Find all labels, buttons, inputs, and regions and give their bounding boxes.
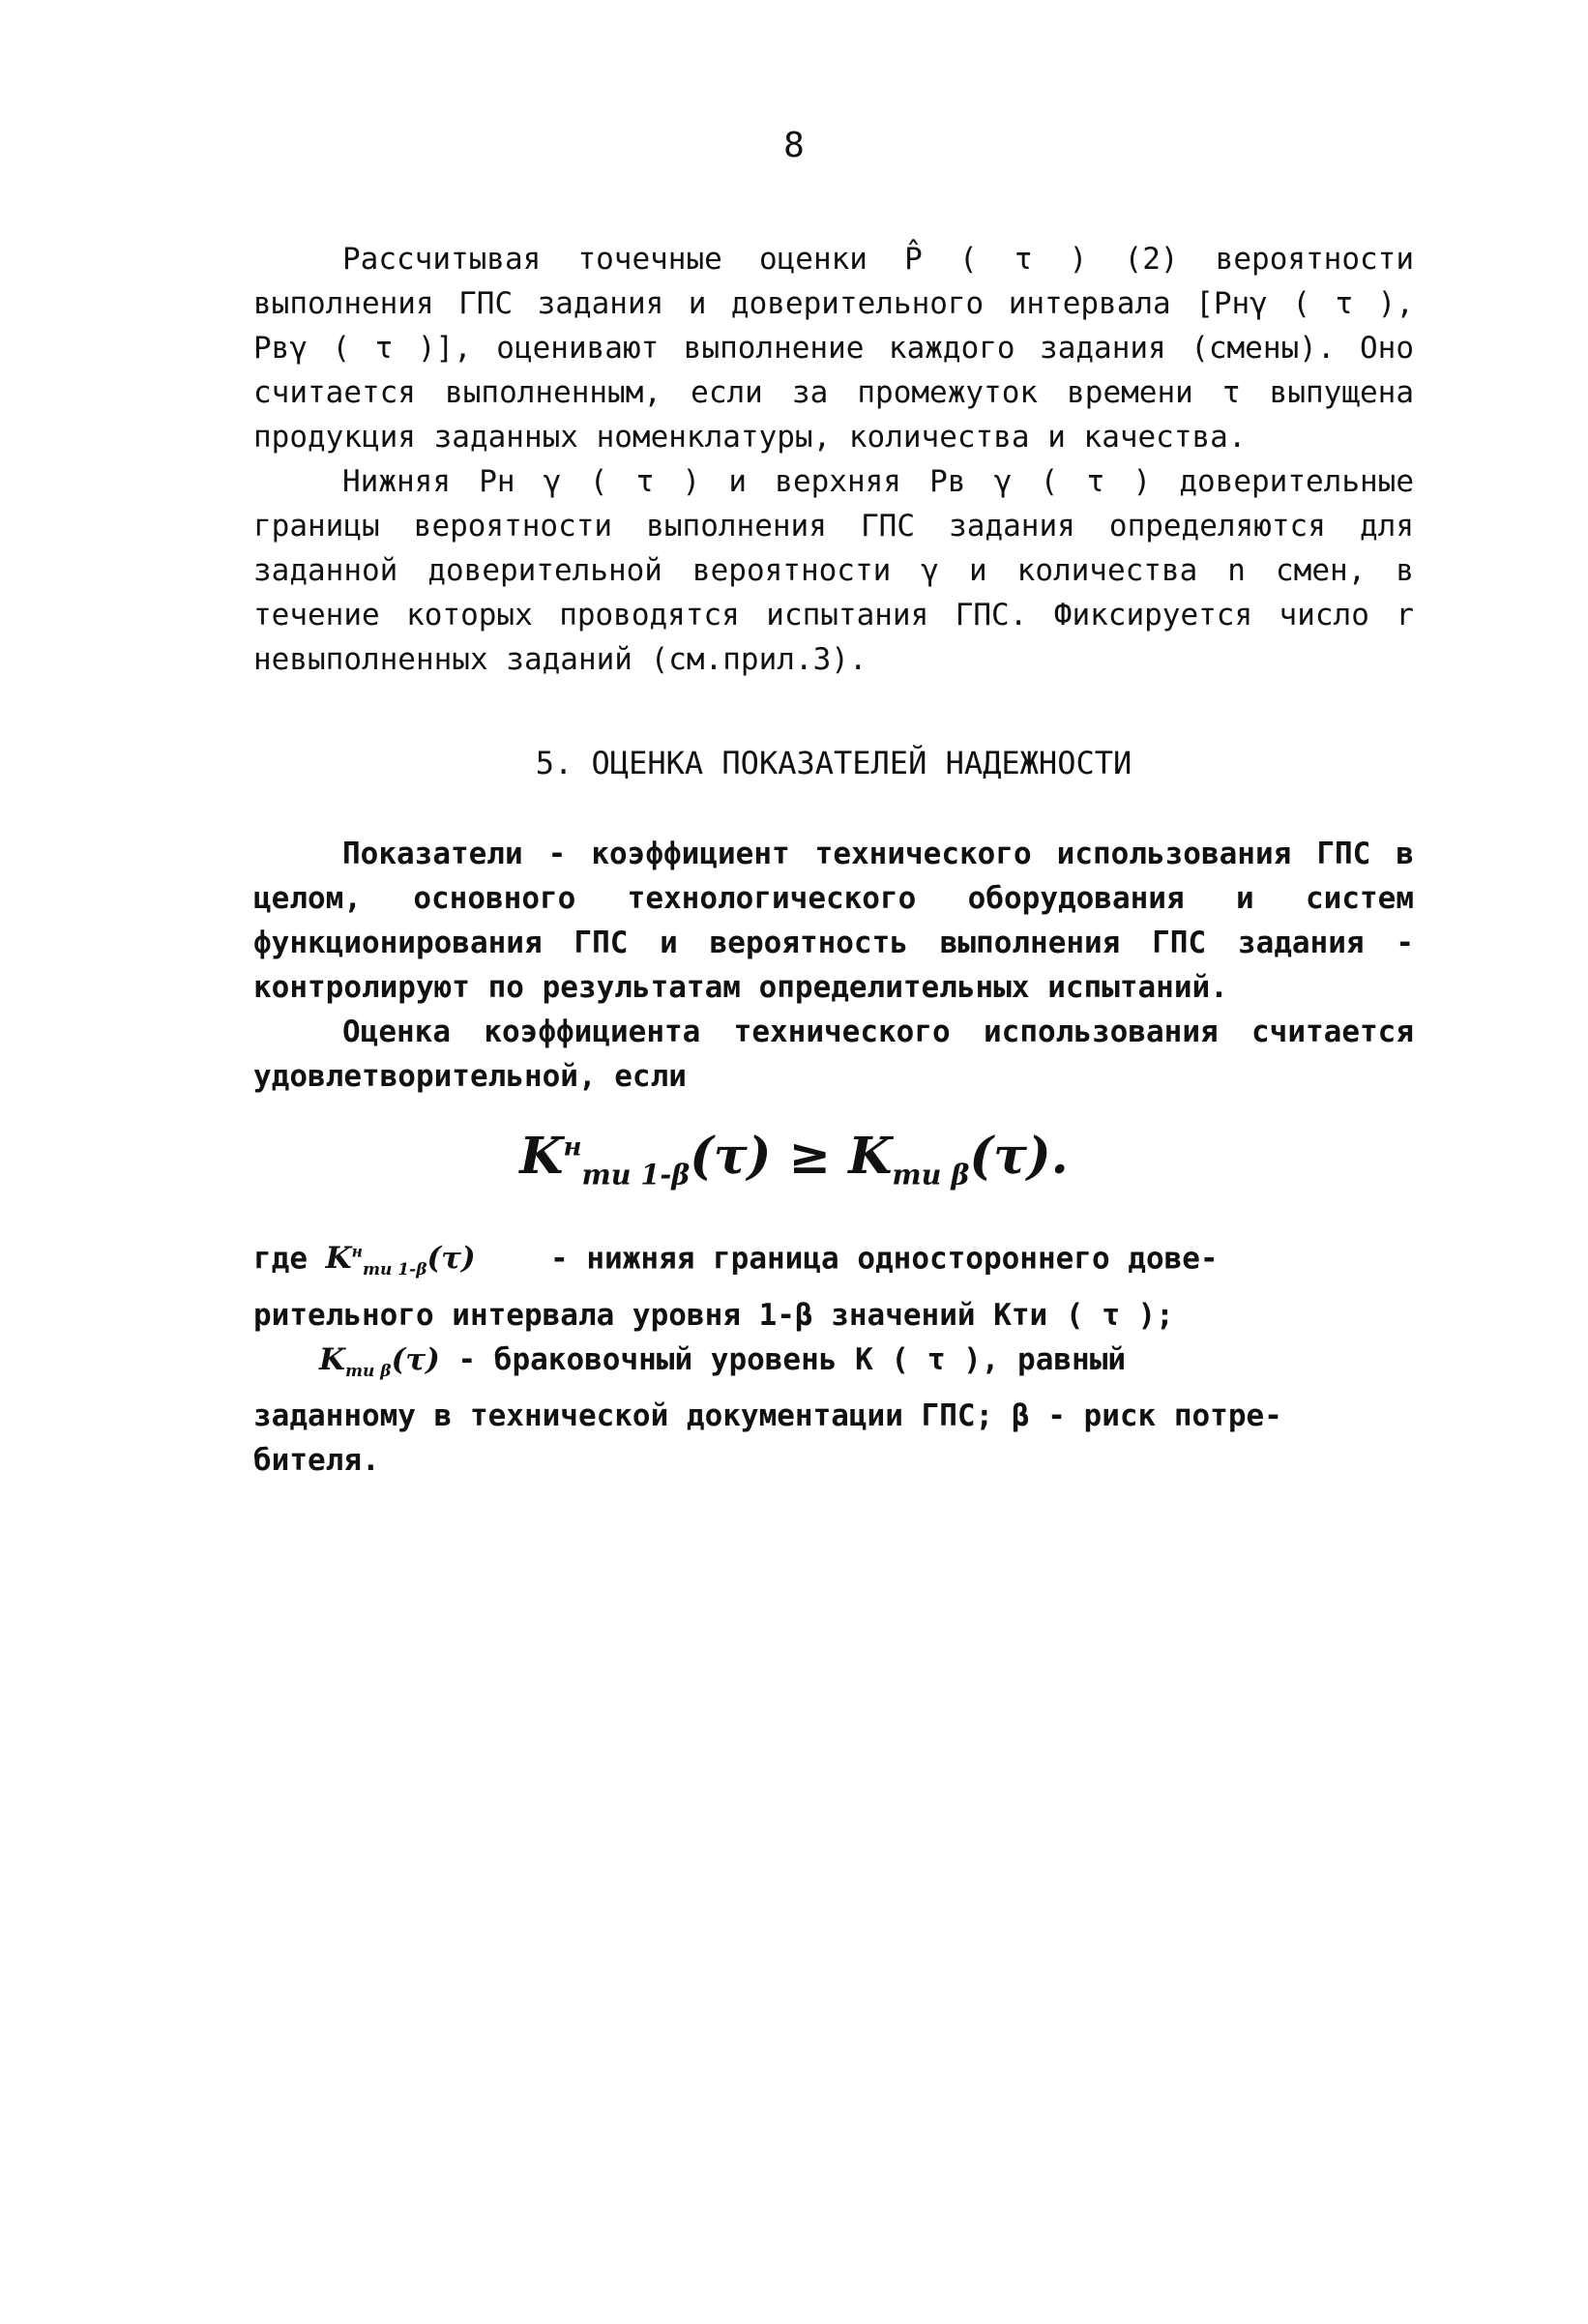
section-5-heading: 5. ОЦЕНКА ПОКАЗАТЕЛЕЙ НАДЕЖНОСТИ xyxy=(535,745,1132,781)
where-label: где xyxy=(253,1241,308,1277)
section-5-text xyxy=(253,832,1414,1099)
formula-definitions xyxy=(253,1230,1414,1483)
paragraph-point-estimates: Рассчитывая точечные оценки P̂ ( τ ) (2) вероятности выполнения ГПС задания и доверительного интервала [Pнγ ( τ ), Pвγ ( τ )], оценивают выполнение каждого задания (смены). Оно считается выполненным, если за промежуток времени τ выпущена продукция заданных номенклатуры, количества и качества. xyxy=(253,242,1414,455)
def1-symbol-sup: н xyxy=(351,1243,363,1261)
inequality-formula xyxy=(0,1127,1588,1191)
formula-rhs-arg: (τ). xyxy=(969,1127,1069,1186)
def2-symbol-base: K xyxy=(319,1341,345,1377)
def1-symbol-base: K xyxy=(325,1241,352,1277)
definition-1-line-2: рительного интервала уровня 1-β значений Кти ( τ ); xyxy=(253,1297,1174,1333)
formula-rhs-sub: ти β xyxy=(892,1158,970,1191)
def2-symbol-arg: (τ) xyxy=(391,1341,440,1377)
def1-symbol xyxy=(325,1241,476,1280)
formula-lhs-base: K xyxy=(519,1127,564,1186)
formula-lhs-sup: н xyxy=(563,1133,582,1162)
def1-symbol-arg: (τ) xyxy=(426,1241,476,1277)
definition-1-line-1 xyxy=(253,1230,1414,1293)
def2-symbol xyxy=(319,1341,440,1381)
def2-symbol-sub: ти β xyxy=(344,1361,392,1381)
paragraph-confidence-bounds: Нижняя Pн γ ( τ ) и верхняя Pв γ ( τ ) доверительные границы вероятности выполнения ГПС задания определяются для заданной доверительной вероятности γ и количества n смен, в течение которых проводятся испытания ГПС. Фиксируется число r невыполненных заданий (см.прил.3). xyxy=(253,464,1414,677)
paragraph-indicators: Показатели - коэффициент технического использования ГПС в целом, основного технологического оборудования и систем функционирования ГПС и вероятность выполнения ГПС задания - контролируют по результатам определительных испытаний. xyxy=(253,837,1414,1005)
formula-relation: ≥ xyxy=(788,1127,832,1186)
def2-text-1: - браковочный уровень К ( τ ), равный xyxy=(457,1341,1127,1377)
paragraph-assessment-condition: Оценка коэффициента технического использования считается удовлетворительной, если xyxy=(253,1015,1414,1094)
definition-2-line-2: заданному в технической документации ГПС; β - риск потре- xyxy=(253,1397,1282,1433)
definition-2-line-3: бителя. xyxy=(253,1442,380,1478)
page-number: 8 xyxy=(783,126,805,165)
def1-symbol-sub: ти 1-β xyxy=(362,1260,427,1280)
formula-rhs-base: K xyxy=(848,1127,893,1186)
def1-text-1: - нижняя граница одностороннего дове- xyxy=(550,1241,1219,1277)
formula-lhs-arg: (τ) xyxy=(690,1127,772,1186)
definition-2-line-1 xyxy=(253,1338,1414,1394)
formula-lhs-sub: ти 1-β xyxy=(581,1158,691,1191)
section-4-text xyxy=(253,237,1414,682)
